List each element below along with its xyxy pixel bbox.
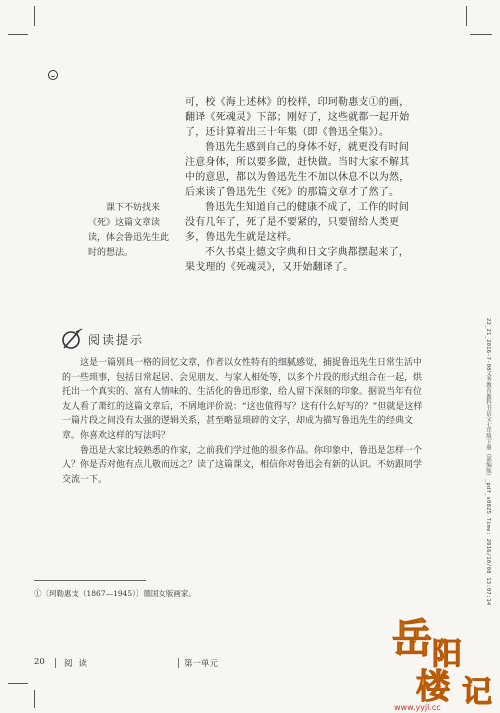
main-paragraph: 不久书桌上德文字典和日文字典都摆起来了，果戈理的《死魂灵》，又开始翻译了。: [185, 247, 409, 273]
reading-tips-title: 阅读提示: [88, 332, 145, 347]
crop-mark-top-left-h: [8, 34, 28, 35]
smiley-icon: [48, 70, 58, 80]
crop-mark-bottom-left-v: [34, 690, 35, 708]
footnote-divider: [34, 580, 146, 581]
footer-divider: [178, 658, 179, 668]
svg-text:www.yyjl.cc: www.yyjl.cc: [394, 703, 441, 712]
reading-tips-icon: [60, 328, 84, 350]
svg-text:记: 记: [462, 675, 492, 710]
reading-tips-header: [60, 328, 144, 350]
side-note-text: 课下不妨找来《死》这篇文章读读，体会鲁迅先生此时的想法。: [88, 203, 170, 258]
svg-text:楼: 楼: [416, 667, 450, 707]
reading-tips-body: [62, 356, 430, 487]
crop-mark-top-right-v: [466, 6, 467, 26]
footnote: ①〔珂勒惠支（1867—1945）〕德国女版画家。: [34, 589, 196, 598]
main-text: [185, 95, 415, 275]
tips-paragraph: 鲁迅是大家比较熟悉的作家，之前我们学过他的很多作品。你印象中，鲁迅是怎样一个人？你是否对他有点儿敬而远之？读了这篇课文，相信你对鲁迅会有新的认识。不妨跟同学交流一下。: [62, 445, 423, 485]
crop-mark-bottom-left-h: [8, 683, 28, 684]
crop-mark-top-right-h: [470, 34, 492, 35]
page-number: 20: [34, 657, 45, 667]
watermark-logo: [386, 606, 500, 713]
unit-label: 第一单元: [184, 659, 219, 669]
svg-text:岳: 岳: [392, 616, 432, 662]
tips-paragraph: 这是一篇别具一格的回忆文章，作者以女性特有的细腻感觉，捕捉鲁迅先生日常生活中的一些琐事，包括日常起居、会见朋友、与家人相处等，以多个片段的形式组合在一起，烘托出一个真实的、富有人情味的、生活化的鲁迅形象，给人留下深刻的印象。据说当年有位友人看了萧红的这篇文章后，不屑地评价说：“这也值得写？这有什么好写的？”但就是这样一篇片段之间没有太强的逻辑关系，甚至略显琐碎的文字，却成为描写鲁迅先生的经典文章。你喜欢这样的写法吗？: [62, 358, 423, 441]
footer-divider: [55, 658, 56, 668]
main-paragraph: 可，校《海上述林》的校样，印珂勒惠支①的画，翻译《死魂灵》下部；刚好了，这些就都一起开始了，还计算着出三十年集（即《鲁迅全集》）。: [185, 97, 410, 138]
main-paragraph: 鲁迅先生知道自己的健康不成了，工作的时间没有几年了，死了是不要紧的，只要留给人类更多，鲁迅先生就是这样。: [185, 202, 409, 243]
main-paragraph: 鲁迅先生感到自己的身体不好，就更没有时间注意身体，所以要多做，赶快做。当时大家不解其中的意思，都以为鲁迅先生不加以休息不以为然，后来读了鲁迅先生《死》的那篇文章才了然了。: [185, 142, 410, 198]
print-stamp: 22_21_2016-7-08义务教育教科书语文七年级下册（部编版）_pdf_s0025 Time: 2016/10/08 13:07:14: [485, 318, 491, 606]
side-note: [88, 201, 170, 261]
crop-mark-top-left-v: [34, 6, 35, 26]
svg-text:阳: 阳: [432, 637, 462, 672]
section-label: 阅读: [64, 659, 94, 669]
